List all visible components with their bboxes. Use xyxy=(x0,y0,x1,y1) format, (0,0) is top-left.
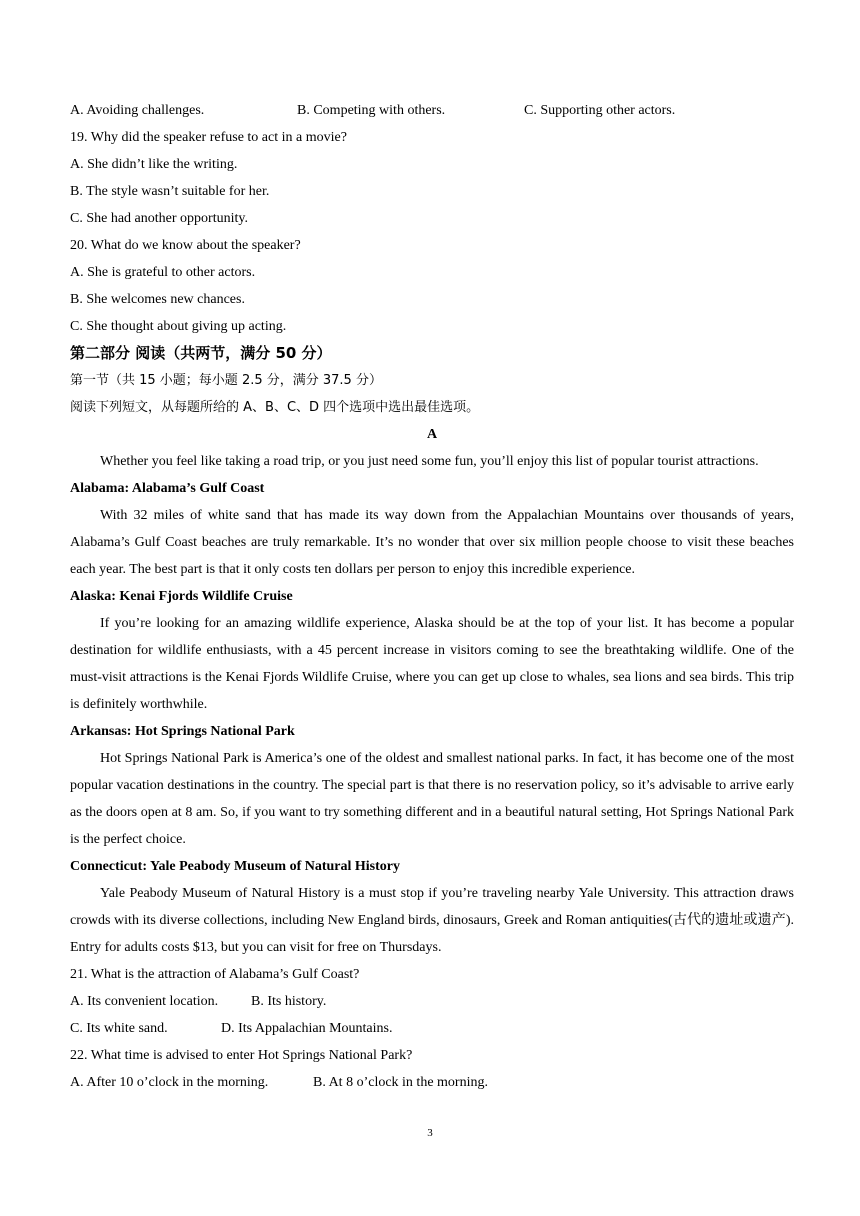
section-heading-arkansas: Arkansas: Hot Springs National Park xyxy=(70,724,295,739)
part2-title: 第二部分 阅读（共两节，满分 50 分） xyxy=(70,344,332,362)
q21-option-b: B. Its history. xyxy=(251,994,327,1009)
q18-option-a: A. Avoiding challenges. xyxy=(70,103,205,118)
passage-intro: Whether you feel like taking a road trip, or you just need some fun, you’ll enjoy this list of popular tourist attractions. xyxy=(100,454,759,469)
q20-question: 20. What do we know about the speaker? xyxy=(70,238,301,253)
page-content xyxy=(70,97,794,1096)
q19-option-b: B. The style wasn’t suitable for her. xyxy=(70,184,270,199)
q19-option-a: A. She didn’t like the writing. xyxy=(70,157,238,172)
section-heading-alabama: Alabama: Alabama’s Gulf Coast xyxy=(70,481,265,496)
passage-letter: A xyxy=(426,427,438,442)
section-text-alaska: If you’re looking for an amazing wildlife experience, Alaska should be at the top of your list. It has become a popular destination for wildlife enthusiasts, with a 45 percent increase in visitors coming to see the breathtaking wildlife. One of the must-visit attractions is the Kenai Fjords Wildlife Cruise, where you can get up close to whales, sea lions and sea birds. This trip is definitely worthwhile. xyxy=(70,616,794,712)
q22-option-b: B. At 8 o’clock in the morning. xyxy=(313,1075,488,1090)
page-number: 3 xyxy=(427,1127,433,1139)
q19-option-c: C. She had another opportunity. xyxy=(70,211,248,226)
reading-instruction: 阅读下列短文，从每题所给的 A、B、C、D 四个选项中选出最佳选项。 xyxy=(70,400,480,415)
q21-option-d: D. Its Appalachian Mountains. xyxy=(221,1021,393,1036)
q21-options-row2 xyxy=(70,1015,794,1042)
section-text-alabama: With 32 miles of white sand that has made its way down from the Appalachian Mountains over thousands of years, Alabama’s Gulf Coast beaches are truly remarkable. It’s no wonder that over six million people choose to visit these beaches each year. The best part is that it only costs ten dollars per person to enjoy this incredible experience. xyxy=(70,508,794,577)
q21-option-c: C. Its white sand. xyxy=(70,1021,168,1036)
section-text-connecticut: Yale Peabody Museum of Natural History is a must stop if you’re traveling nearby Yale University. This attraction draws crowds with its diverse collections, including New England birds, dinosaurs, Greek and Roman antiquities(古代的遗址或遗产). Entry for adults costs $13, but you can visit for free on Thursdays. xyxy=(70,886,794,955)
q20-option-a: A. She is grateful to other actors. xyxy=(70,265,256,280)
q20-option-c: C. She thought about giving up acting. xyxy=(70,319,287,334)
q18-option-c: C. Supporting other actors. xyxy=(524,103,676,118)
q19-question: 19. Why did the speaker refuse to act in a movie? xyxy=(70,130,347,145)
q22-options-row1 xyxy=(70,1069,794,1096)
section-text-arkansas: Hot Springs National Park is America’s one of the oldest and smallest national parks. In fact, it has become one of the most popular vacation destinations in the country. The special part is that there is no reservation policy, so it’s advisable to arrive early as the doors open at 8 am. So, if you want to try something different and in a beautiful natural setting, Hot Springs National Park is the perfect choice. xyxy=(70,751,794,847)
q18-option-b: B. Competing with others. xyxy=(297,103,446,118)
q21-options-row1 xyxy=(70,988,794,1015)
q21-question: 21. What is the attraction of Alabama’s Gulf Coast? xyxy=(70,967,360,982)
section-heading-connecticut: Connecticut: Yale Peabody Museum of Natural History xyxy=(70,859,401,874)
q20-option-b: B. She welcomes new chances. xyxy=(70,292,245,307)
section1-title: 第一节（共 15 小题；每小题 2.5 分，满分 37.5 分） xyxy=(70,373,382,388)
q22-option-a: A. After 10 o’clock in the morning. xyxy=(70,1075,269,1090)
section-heading-alaska: Alaska: Kenai Fjords Wildlife Cruise xyxy=(70,589,293,604)
q22-question: 22. What time is advised to enter Hot Springs National Park? xyxy=(70,1048,413,1063)
q21-option-a: A. Its convenient location. xyxy=(70,994,219,1009)
q18-options xyxy=(70,97,794,124)
